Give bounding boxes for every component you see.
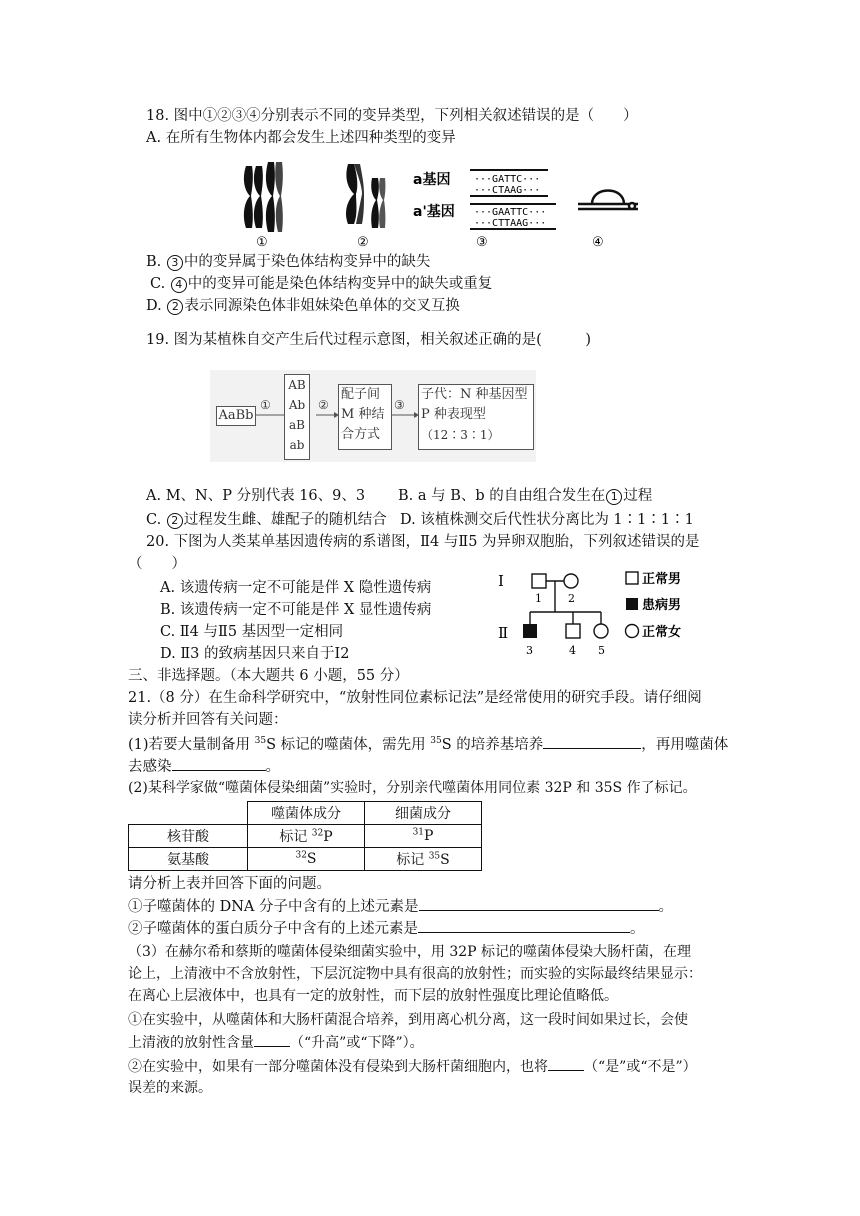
step-3-label: ③ (394, 398, 405, 412)
q21-part3-line5: 上清液的放射性含量 （“升高”或“下降”）。 (128, 1032, 424, 1053)
q19-stem: 19. 图为某植株自交产生后代过程示意图，相关叙述正确的是( ) (146, 332, 591, 348)
q19-figure (210, 370, 536, 462)
answer-blank-1[interactable] (543, 734, 641, 749)
seq-2: ···CTAAG··· (474, 185, 541, 196)
legend-normal-female: 正常女 (642, 625, 682, 640)
q21-part3-line3: 在离心上层液体中，也具有一定的放射性，而下层的放射性强度比理论值略低。 (128, 988, 618, 1004)
answer-blank-6[interactable] (548, 1056, 584, 1071)
i2-normal-female (564, 574, 578, 588)
q18-option-d: D. 2 表示同源染色体非姐妹染色单体的交叉互换 (146, 298, 460, 314)
q21-part2-instruction: 请分析上表并回答下面的问题。 (128, 876, 331, 892)
svg-text:3: 3 (526, 644, 533, 657)
ii5-normal-female (594, 624, 608, 638)
q21-part2-q1: ①子噬菌体的 DNA 分子中含有的上述元素是 。 (128, 896, 673, 917)
svg-text:5: 5 (598, 644, 605, 657)
q20-option-d: D. Ⅱ3 的致病基因只来自于Ⅰ2 (160, 646, 350, 662)
q21-part3-line7: 误差的来源。 (128, 1080, 212, 1096)
q21-stem-2: 读分析并回答有关问题： (128, 712, 288, 728)
q21-part3-line2: 论上，上清液中不含放射性，下层沉淀物中具有很高的放射性；而实验的实际最终结果显示： (128, 966, 702, 982)
svg-text:1: 1 (535, 592, 542, 605)
q19-option-d: D. 该植株测交后代性状分离比为 1∶1∶1∶1 (400, 512, 694, 528)
q21-part2-q2: ②子噬菌体的蛋白质分子中含有的上述元素是 。 (128, 918, 645, 939)
chromosome-pair-1 (244, 162, 283, 232)
combination-box: 配子间 M 种结 合方式 (338, 384, 392, 450)
legend-normal-male: 正常男 (642, 572, 682, 587)
fig-label-4: ④ (592, 235, 604, 250)
q19-option-c: C. 2 过程发生雌、雄配子的随机结合 (146, 512, 387, 528)
q19-option-b: B. a 与 B、b 的自由组合发生在 1 过程 (398, 488, 653, 504)
q21-part2: (2)某科学家做“噬菌体侵染细菌”实验时，分别亲代噬菌体用同位素 32P 和 35S 作了标记。 (128, 780, 697, 796)
svg-text:4: 4 (569, 644, 576, 657)
generation-1-label: Ⅰ (498, 572, 504, 590)
q20-option-b: B. 该遗传病一定不可能是伴 X 显性遗传病 (160, 602, 432, 618)
seq-1: ···GATTC··· (474, 174, 541, 185)
seq-3: ···GAATTC··· (474, 207, 547, 218)
offspring-box: 子代：N 种基因型 P 种表现型 （12∶3∶1） (418, 384, 534, 450)
q20-option-a: A. 该遗传病一定不可能是伴 X 隐性遗传病 (160, 580, 432, 596)
legend-affected-male: 患病男 (642, 598, 682, 613)
i1-normal-male (532, 574, 546, 588)
gene-a-label: a基因 (413, 172, 451, 188)
q21-stem-1: 21.（8 分）在生命科学研究中，“放射性同位素标记法”是经常使用的研究手段。请仔细阅 (128, 690, 702, 706)
step-2-label: ② (318, 398, 329, 412)
q20-stem: 20. 下图为人类某单基因遗传病的系谱图，Ⅱ4 与Ⅱ5 为异卵双胞胎，下列叙述错误的是 (146, 534, 700, 550)
gene-a-prime-label: a'基因 (413, 204, 455, 220)
svg-text:2: 2 (568, 592, 575, 605)
answer-blank-5[interactable] (254, 1032, 290, 1047)
ii4-normal-male (566, 624, 580, 638)
step-1-label: ① (260, 398, 271, 412)
genotype-box: AaBb (216, 406, 256, 426)
q21-part3-line4: ①在实验中，从噬菌体和大肠杆菌混合培养，到用离心机分离，这一段时间如果过长，会使 (128, 1012, 688, 1028)
legend-affected-male-icon (626, 598, 638, 610)
q18-figure (230, 158, 650, 250)
answer-blank-2[interactable] (172, 756, 266, 771)
q18-option-a: A. 在所有生物体内都会发生上述四种类型的变异 (146, 130, 456, 146)
q21-part1-line1: (1)若要大量制备用 $^{35}$S 标记的噬菌体，需先用 $^{35}$S 的培养基培养 ，再用噬菌体 (128, 734, 728, 755)
ii3-affected-male (523, 624, 537, 638)
q21-part3-line1: （3）在赫尔希和蔡斯的噬菌体侵染细菌实验中，用 32P 标记的噬菌体侵染大肠杆菌，在理 (128, 944, 692, 960)
fig-label-2: ② (357, 235, 369, 250)
q20-option-c: C. Ⅱ4 与Ⅱ5 基因型一定相同 (160, 624, 344, 640)
pedigree-chart (490, 566, 730, 666)
gametes-box: AB Ab aB ab (284, 374, 310, 460)
seq-4: ···CTTAAG··· (474, 218, 547, 229)
q18-option-c: C. 4 中的变异可能是染色体结构变异中的缺失或重复 (150, 276, 493, 292)
answer-blank-3[interactable] (419, 896, 659, 911)
chromosome-pair-2 (346, 164, 385, 228)
chromosome-loop-4 (578, 191, 638, 210)
q21-part3-line6: ②在实验中，如果有一部分噬菌体没有侵染到大肠杆菌细胞内，也将 （“是”或“不是”） (128, 1056, 697, 1077)
q20-paren: （ ） (128, 556, 186, 572)
q18-option-b: B. 3 中的变异属于染色体结构变异中的缺失 (146, 254, 431, 270)
q19-option-a: A. M、N、P 分别代表 16、9、3 (146, 488, 366, 504)
generation-2-label: Ⅱ (498, 624, 509, 642)
isotope-table: 噬菌体成分 细菌成分 核苷酸 标记 $^{32}$P $^{31}$P 氨基酸 $^{32}$S 标记 $^{35}$S (128, 801, 482, 871)
q18-stem: 18. 图中①②③④分别表示不同的变异类型，下列相关叙述错误的是（ ） (146, 108, 638, 124)
q21-part1-line2: 去感染 。 (128, 756, 280, 777)
fig-label-3: ③ (476, 235, 488, 250)
fig-label-1: ① (256, 235, 268, 250)
legend-normal-male-icon (626, 572, 638, 584)
section-heading: 三、非选择题。（本大题共 6 小题，55 分） (128, 668, 409, 684)
legend-normal-female-icon (626, 625, 639, 638)
answer-blank-4[interactable] (418, 918, 630, 933)
